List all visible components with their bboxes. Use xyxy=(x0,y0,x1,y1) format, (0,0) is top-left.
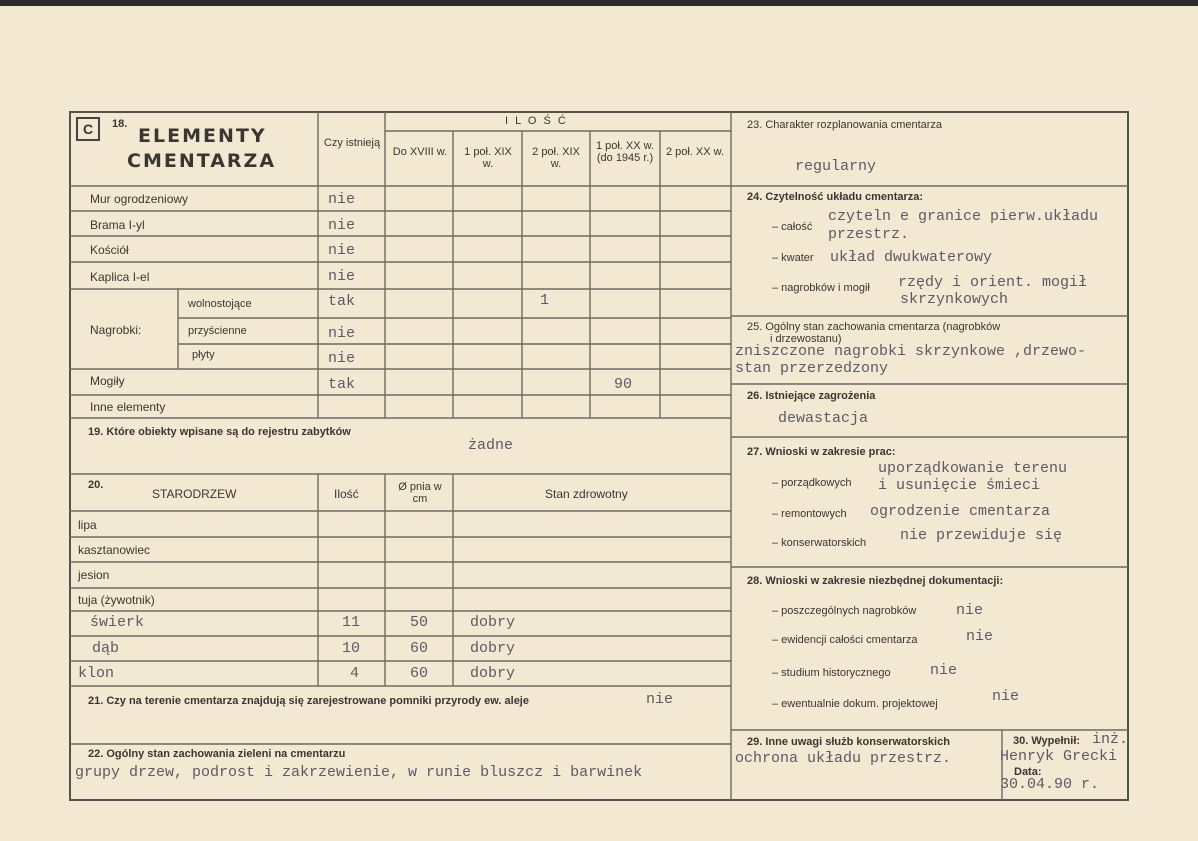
element-label-gate: Brama I-yl xyxy=(90,218,145,232)
tree-row-diameter: 60 xyxy=(410,640,429,657)
s24-nagrobkow-label: – nagrobków i mogił xyxy=(772,282,870,294)
s25-label1: 25. Ogólny stan zachowania cmentarza (nagrobków xyxy=(747,321,1001,333)
tree-row-health: dobry xyxy=(470,640,516,657)
s28-row-value: nie xyxy=(966,628,994,645)
s24-kwater-label: – kwater xyxy=(772,252,814,264)
s28-row-label: – ewentualnie dokum. projektowej xyxy=(772,698,938,710)
trees-header-diameter: Ø pnia w cm xyxy=(398,481,442,505)
s27-kons-value: nie przewiduje się xyxy=(900,527,1063,544)
tree-row-name: kasztanowiec xyxy=(78,543,151,557)
element-label-other: Inne elementy xyxy=(90,400,166,414)
form-title-line1: ELEMENTY xyxy=(138,125,267,147)
element-exists-wallmounted: nie xyxy=(328,325,356,342)
element-value-freestanding-2polxix: 1 xyxy=(540,292,550,309)
tree-row-name: tuja (żywotnik) xyxy=(78,593,155,607)
s24-nagrobkow-value1: rzędy i orient. mogił xyxy=(898,274,1088,291)
element-value-graves-1polxx: 90 xyxy=(614,376,633,393)
column-header-exists: Czy istnieją xyxy=(323,137,381,149)
tree-row-name: jesion xyxy=(78,568,110,582)
element-label-freestanding: wolnostojące xyxy=(188,298,252,310)
section-number-18: 18. xyxy=(112,118,128,130)
element-exists-gate: nie xyxy=(328,217,356,234)
s19-label: 19. Które obiekty wpisane są do rejestru zabytków xyxy=(88,426,351,438)
s24-calosc-value2: przestrz. xyxy=(828,226,910,243)
s27-porz-value2: i usunięcie śmieci xyxy=(878,477,1041,494)
s26-value: dewastacja xyxy=(778,410,869,427)
s25-value1: zniszczone nagrobki skrzynkowe ,drzewo- xyxy=(735,343,1087,360)
tree-row-health: dobry xyxy=(470,665,516,682)
tree-row-count: 10 xyxy=(342,640,361,657)
s30-date-value: 30.04.90 r. xyxy=(1000,776,1100,793)
element-label-church: Kościół xyxy=(90,243,129,257)
s28-row-label: – studium historycznego xyxy=(772,667,891,679)
s28-row-value: nie xyxy=(930,662,958,679)
s27-label: 27. Wnioski w zakresie prac: xyxy=(747,446,896,458)
s22-label: 22. Ogólny stan zachowania zieleni na cmentarzu xyxy=(88,748,346,760)
s30-label: 30. Wypełnił: xyxy=(1013,735,1081,747)
column-header-quantity: I L O Ś Ć xyxy=(505,115,568,127)
element-label-wall: Mur ogrodzeniowy xyxy=(90,192,189,206)
s20-number: 20. xyxy=(88,479,104,491)
s29-value: ochrona układu przestrz. xyxy=(735,750,952,767)
element-exists-freestanding: tak xyxy=(328,293,356,310)
s24-nagrobkow-value2: skrzynkowych xyxy=(900,291,1009,308)
tree-row-diameter: 50 xyxy=(410,614,429,631)
element-exists-church: nie xyxy=(328,242,356,259)
s21-value: nie xyxy=(646,691,674,708)
element-label-chapel: Kaplica I-el xyxy=(90,270,150,284)
tree-row-name: dąb xyxy=(92,640,120,657)
s24-kwater-value: układ dwukwaterowy xyxy=(830,249,993,266)
tree-row-count: 4 xyxy=(350,665,360,682)
s28-row-label: – ewidencji całości cmentarza xyxy=(772,634,918,646)
s27-porz-label: – porządkowych xyxy=(772,477,852,489)
tree-row-health: dobry xyxy=(470,614,516,631)
s28-label: 28. Wnioski w zakresie niezbędnej dokumentacji: xyxy=(747,575,1004,587)
element-label-slabs: płyty xyxy=(192,349,215,361)
column-header-1pol-xix: 1 poł. XIX w. xyxy=(464,146,512,170)
s28-row-label: – poszczególnych nagrobków xyxy=(772,605,917,617)
element-exists-wall: nie xyxy=(328,191,356,208)
element-exists-chapel: nie xyxy=(328,268,356,285)
s25-value2: stan przerzedzony xyxy=(735,360,889,377)
s29-label: 29. Inne uwagi służb konserwatorskich xyxy=(747,736,950,748)
nagrobki-label: Nagrobki: xyxy=(90,323,142,337)
column-header-xviii: Do XVIII w. xyxy=(392,146,448,158)
s22-value: grupy drzew, podrost i zakrzewienie, w runie bluszcz i barwinek xyxy=(75,764,643,781)
s30-value1: inż. xyxy=(1092,731,1129,748)
element-label-graves: Mogiły xyxy=(90,374,125,388)
s23-value: regularny xyxy=(795,158,877,175)
s30-date-label: Data: xyxy=(1014,766,1042,778)
trees-header-count: Ilość xyxy=(334,487,359,501)
s28-row-value: nie xyxy=(992,688,1020,705)
s21-label: 21. Czy na terenie cmentarza znajdują się zarejestrowane pomniki przyrody ew. aleje xyxy=(88,695,529,707)
trees-header-name: STARODRZEW xyxy=(152,487,237,501)
s26-label: 26. Istniejące zagrożenia xyxy=(747,390,876,402)
column-header-2pol-xix: 2 poł. XIX w. xyxy=(532,146,580,170)
column-header-2pol-xx: 2 poł. XX w. xyxy=(665,146,725,158)
s19-value: żadne xyxy=(468,437,514,454)
tree-row-diameter: 60 xyxy=(410,665,429,682)
s24-label: 24. Czytelność układu cmentarza: xyxy=(747,191,924,203)
tree-row-name: świerk xyxy=(90,614,145,631)
element-exists-slabs: nie xyxy=(328,350,356,367)
s27-rem-label: – remontowych xyxy=(772,508,847,520)
element-label-wallmounted: przyścienne xyxy=(188,325,247,337)
s23-label: 23. Charakter rozplanowania cmentarza xyxy=(747,119,943,131)
s24-calosc-value1: czyteln e granice pierw.układu xyxy=(828,208,1099,225)
tree-row-name: klon xyxy=(78,665,115,682)
s24-calosc-label: – całość xyxy=(772,221,813,233)
tree-row-count: 11 xyxy=(342,614,361,631)
trees-header-health: Stan zdrowotny xyxy=(545,487,628,501)
column-header-1pol-xx: 1 poł. XX w. (do 1945 r.) xyxy=(595,140,655,164)
s27-porz-value1: uporządkowanie terenu xyxy=(878,460,1068,477)
s30-value2: Henryk Grecki xyxy=(1000,748,1118,765)
s27-kons-label: – konserwatorskich xyxy=(772,537,867,549)
element-exists-graves: tak xyxy=(328,376,356,393)
tree-row-name: lipa xyxy=(78,518,97,532)
s27-rem-value: ogrodzenie cmentarza xyxy=(870,503,1051,520)
s28-row-value: nie xyxy=(956,602,984,619)
s25-label2: i drzewostanu) xyxy=(770,333,842,345)
form-title-line2: CMENTARZA xyxy=(127,150,277,172)
section-box-c: C xyxy=(76,117,100,141)
